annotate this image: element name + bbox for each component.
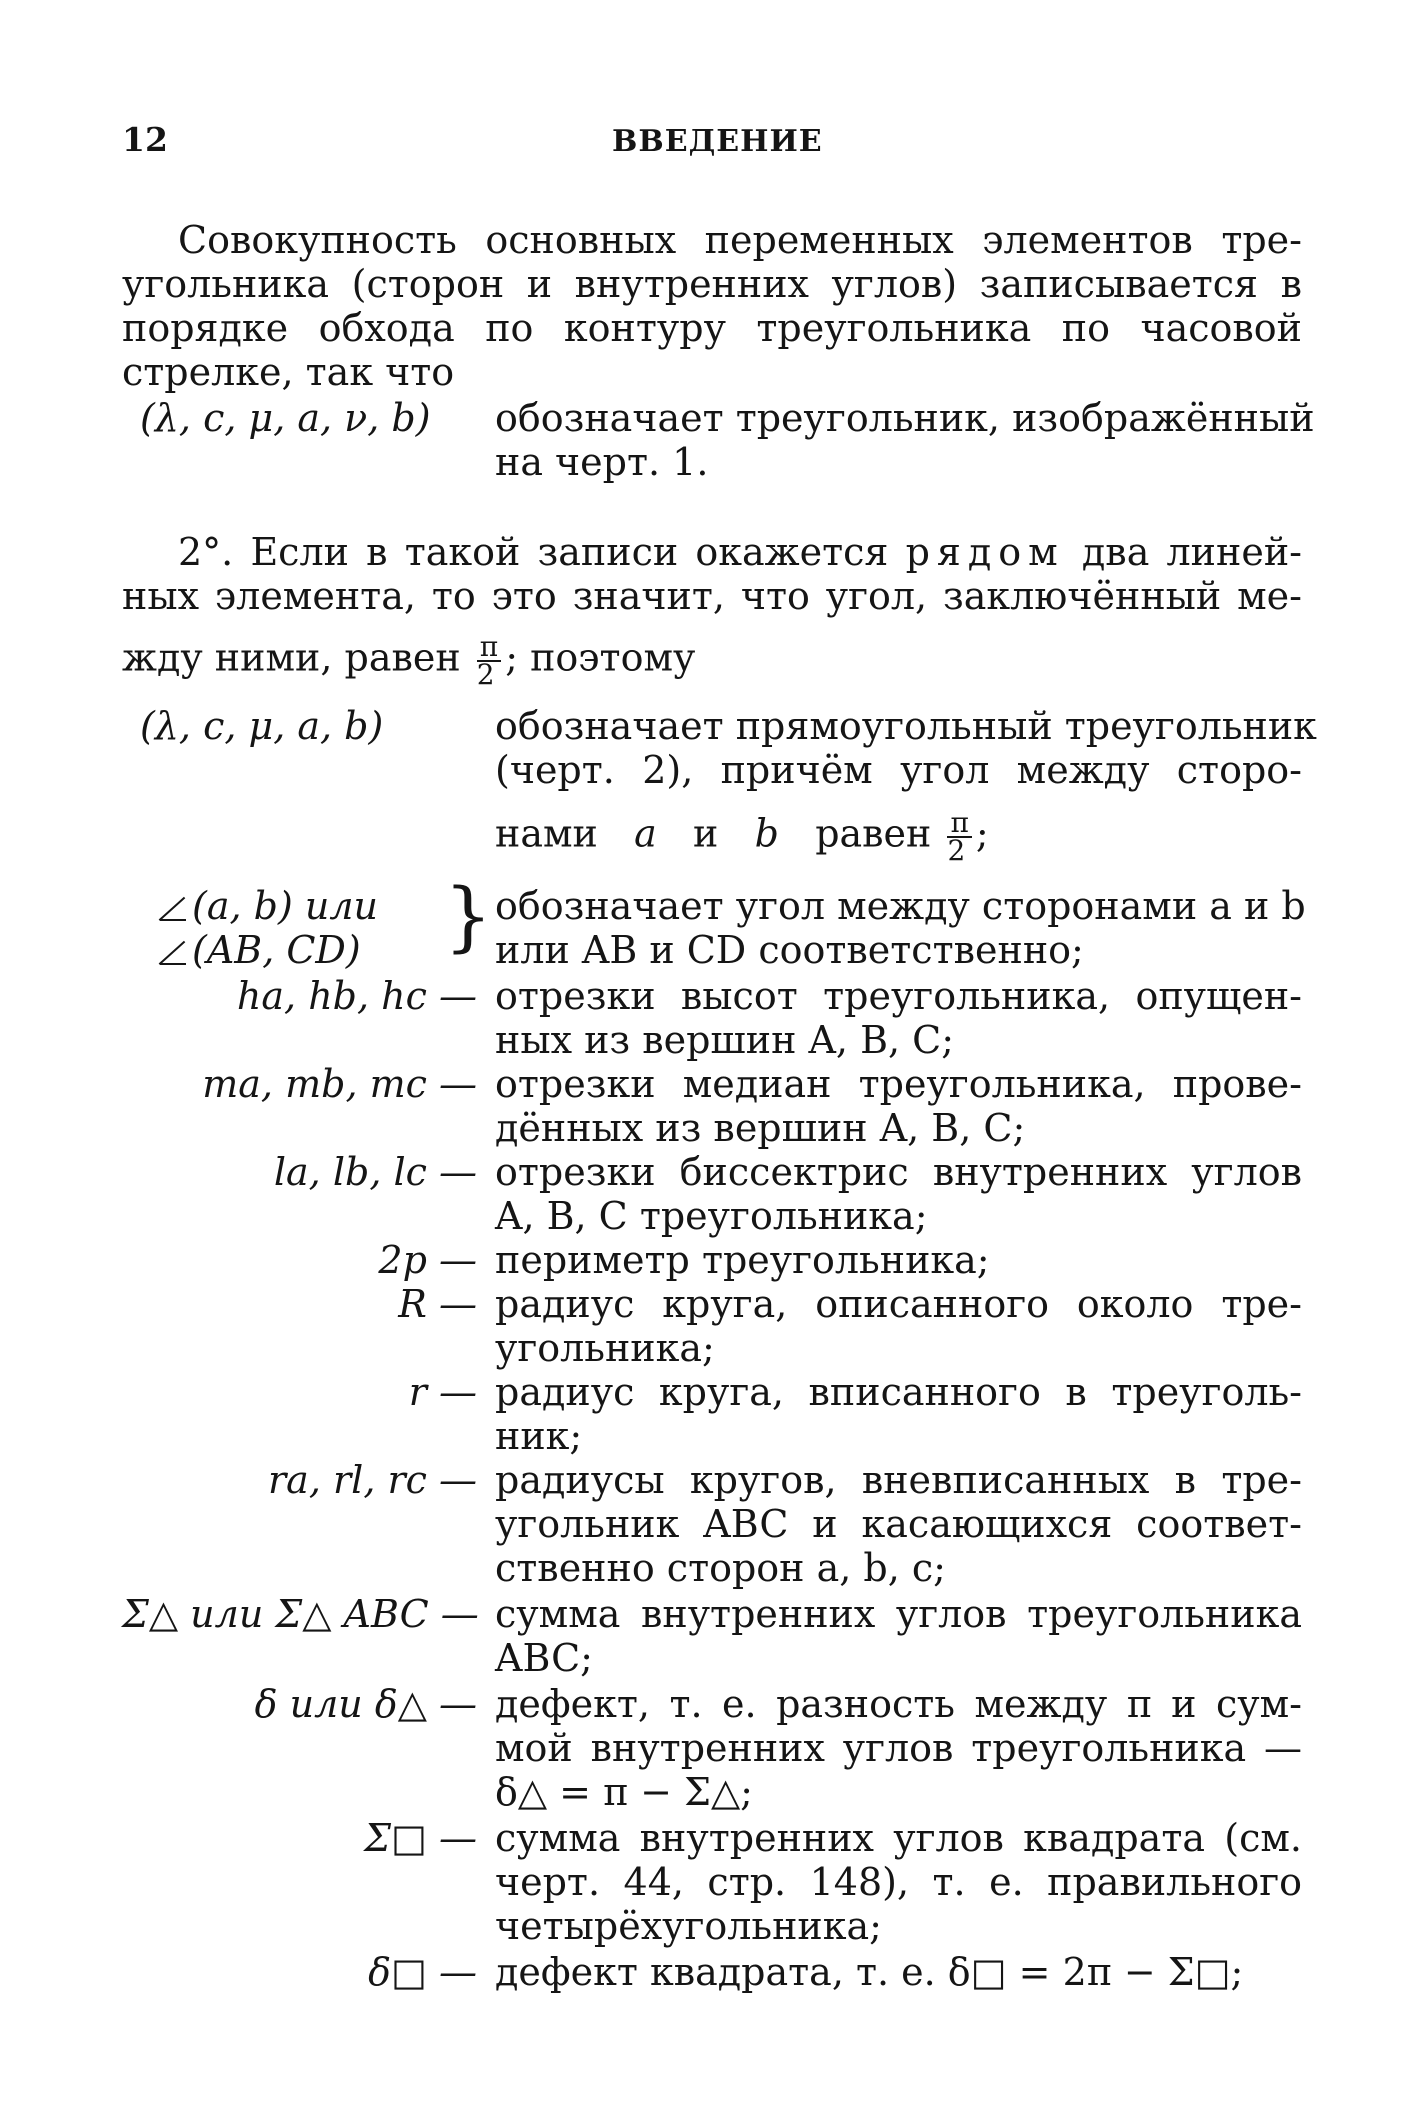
desc-angle-sum-2: ABC;: [495, 1636, 593, 1680]
sym-square-sum: Σ□ —: [364, 1816, 477, 1860]
tuple-1-desc-1: обозначает треугольник, изображённый: [495, 396, 1315, 440]
tuple-2-desc-2: (черт. 2), причём угол между сторо-: [495, 748, 1302, 792]
sym-perimeter: 2p —: [378, 1238, 477, 1282]
angle-desc-2: или AB и CD соответственно;: [495, 928, 1084, 972]
desc-heights-1: отрезки высот треугольника, опущен-: [495, 974, 1302, 1018]
desc3-prefix: нами: [495, 811, 598, 856]
desc3-b: b: [754, 811, 779, 856]
sym-bisectors: la, lb, lc —: [273, 1150, 477, 1194]
intro-line-1: Совокупность основных переменных элементов тре-: [178, 218, 1302, 262]
desc-exradii-3: ственно сторон a, b, c;: [495, 1546, 946, 1590]
angle-notation-1-text: (a, b) или: [192, 884, 379, 928]
sym-circumradius: R —: [398, 1282, 477, 1326]
sym-defect: δ или δ△ —: [254, 1682, 477, 1726]
sym-heights: ha, hb, hc —: [236, 974, 477, 1018]
tuple-2: (λ, c, μ, a, b): [140, 704, 384, 748]
intro-line-4: стрелке, так что: [122, 350, 455, 394]
desc3-mid: и: [693, 811, 719, 856]
sym-medians: ma, mb, mc —: [202, 1062, 477, 1106]
desc-medians-2: дённых из вершин A, B, C;: [495, 1106, 1026, 1150]
desc-square-sum-3: четырёхугольника;: [495, 1904, 882, 1948]
desc3-a: a: [634, 811, 657, 856]
para2-line-3-suffix: ; поэтому: [505, 635, 696, 680]
desc-medians-1: отрезки медиан треугольника, прове-: [495, 1062, 1302, 1106]
fraction-denominator: 2: [947, 834, 966, 867]
desc-exradii-2: угольник ABC и касающихся соответ-: [495, 1502, 1302, 1546]
para2-line-1-suffix: два линей-: [1064, 530, 1302, 574]
fraction-numerator: π: [477, 634, 501, 662]
desc3-suffix: равен: [815, 811, 932, 856]
angle-notation-1: [160, 884, 480, 928]
sym-exradii: ra, rl, rc —: [268, 1458, 477, 1502]
sym-angle-sum: Σ△ или Σ△ ABC —: [122, 1592, 479, 1636]
tuple-1-desc-2: на черт. 1.: [495, 440, 709, 484]
tuple-2-desc-3: [495, 806, 1302, 867]
desc-square-sum-2: черт. 44, стр. 148), т. е. правильного: [495, 1860, 1302, 1904]
para2-line-3-prefix: жду ними, равен: [122, 635, 461, 680]
desc-inradius-2: ник;: [495, 1414, 583, 1458]
desc3-end: ;: [975, 811, 989, 856]
page-number: 12: [122, 120, 168, 159]
desc-defect-3: δ△ = π − Σ△;: [495, 1770, 753, 1814]
desc-perimeter: периметр треугольника;: [495, 1238, 990, 1282]
fraction-denominator: 2: [476, 658, 495, 691]
intro-line-3: порядке обхода по контуру треугольника по часовой: [122, 306, 1302, 350]
desc-bisectors-2: A, B, C треугольника;: [495, 1194, 928, 1238]
fraction-pi-over-2-b: [947, 806, 971, 867]
desc-bisectors-1: отрезки биссектрис внутренних углов: [495, 1150, 1302, 1194]
sym-inradius: r —: [408, 1370, 477, 1414]
fraction-numerator: π: [947, 810, 971, 838]
desc-circumradius-2: угольника;: [495, 1326, 715, 1370]
para2-line-1: [178, 530, 1302, 574]
right-brace-icon: }: [444, 871, 493, 960]
para2-line-2: ных элемента, то это значит, что угол, заключённый ме-: [122, 574, 1302, 618]
desc-inradius-1: радиус круга, вписанного в треуголь-: [495, 1370, 1302, 1414]
desc-exradii-1: радиусы кругов, вневписанных в тре-: [495, 1458, 1302, 1502]
fraction-pi-over-2: [476, 630, 501, 691]
para2-line-3: [122, 630, 1302, 691]
angle-icon: [160, 941, 186, 965]
desc-circumradius-1: радиус круга, описанного около тре-: [495, 1282, 1302, 1326]
angle-notation-2: [160, 928, 480, 972]
intro-line-2: угольника (сторон и внутренних углов) записывается в: [122, 262, 1302, 306]
angle-notation-2-text: (AB, CD): [192, 928, 361, 972]
angle-desc-1: обозначает угол между сторонами a и b: [495, 884, 1306, 928]
sym-square-defect: δ□ —: [368, 1950, 477, 1994]
desc-square-sum-1: сумма внутренних углов квадрата (см.: [495, 1816, 1302, 1860]
tuple-2-desc-1: обозначает прямоугольный треугольник: [495, 704, 1317, 748]
desc-heights-2: ных из вершин A, B, C;: [495, 1018, 955, 1062]
desc-defect-1: дефект, т. е. разность между π и сум-: [495, 1682, 1302, 1726]
desc-angle-sum-1: сумма внутренних углов треугольника: [495, 1592, 1302, 1636]
para2-emphasis: рядом: [905, 530, 1065, 574]
desc-square-defect: дефект квадрата, т. е. δ□ = 2π − Σ□;: [495, 1950, 1244, 1994]
para2-line-1-prefix: 2°. Если в такой записи окажется: [178, 530, 906, 574]
angle-icon: [160, 897, 186, 921]
running-head: ВВЕДЕНИЕ: [612, 124, 823, 159]
desc-defect-2: мой внутренних углов треугольника —: [495, 1726, 1302, 1770]
tuple-1: (λ, c, μ, a, ν, b): [140, 396, 431, 440]
